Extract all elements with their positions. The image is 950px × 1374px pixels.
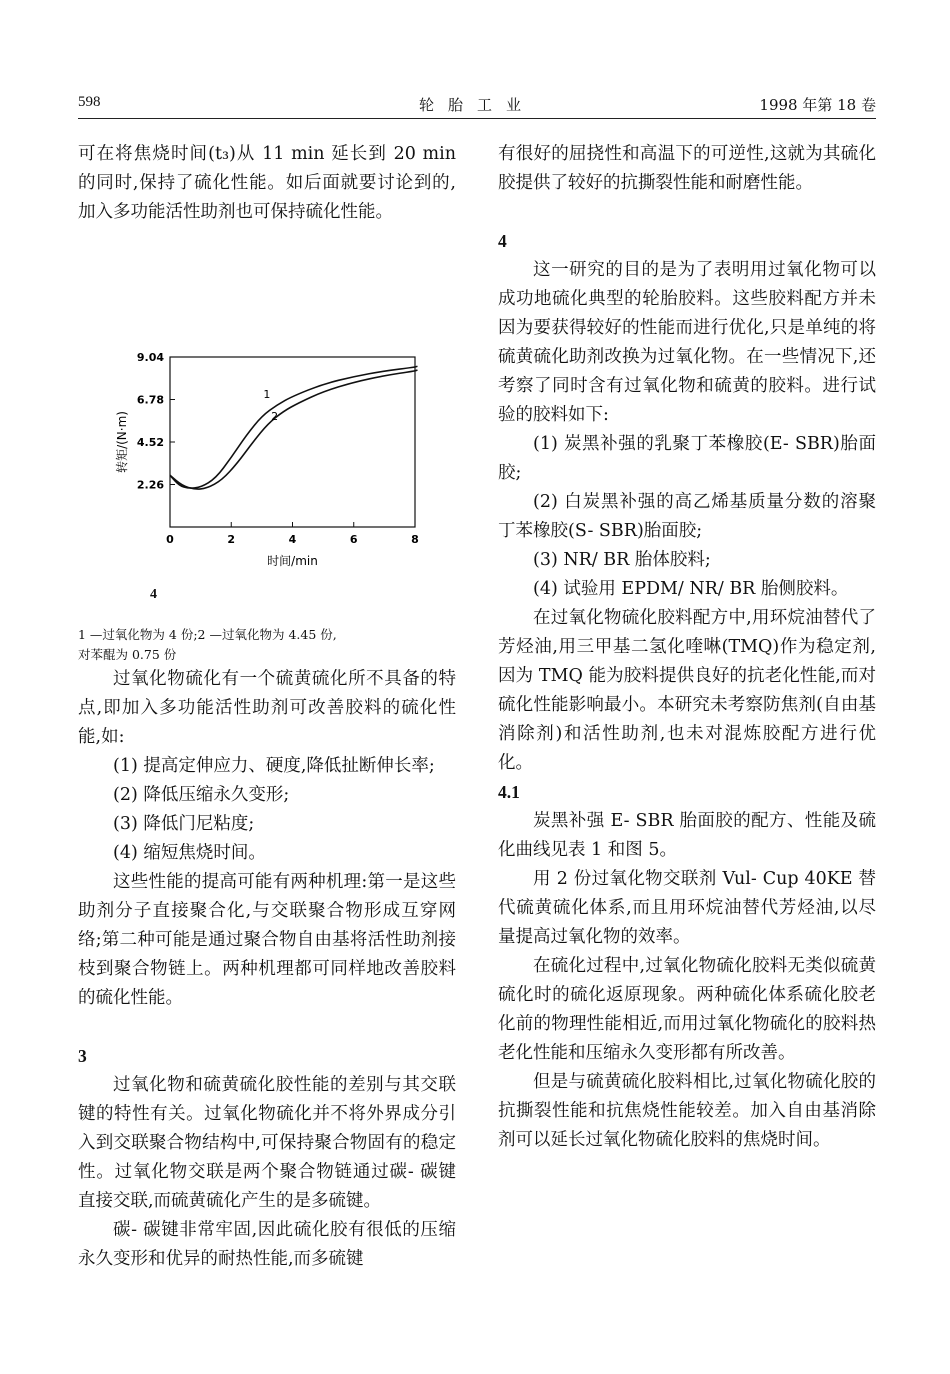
list-item: (3) NR/ BR 胎体胶料; <box>533 550 711 570</box>
header-rule <box>78 118 876 119</box>
figure-cure-curve <box>78 227 456 573</box>
y-tick-label: 4.52 <box>136 436 164 449</box>
x-tick-label: 4 <box>288 533 297 546</box>
x-tick-label: 2 <box>227 533 236 546</box>
y-tick-label: 6.78 <box>136 393 164 407</box>
paragraph: 在过氧化物硫化胶料配方中,用环烷油替代了芳烃油,用三甲基二氢化喹啉(TMQ)作为稳定剂,因为 TMQ 能为胶料提供良好的抗老化性能,而对硫化性能影响最小。本研究未考察防焦剂(自由基消除剂)和活性助剂,也未对混炼胶配方进行优化。 <box>498 608 876 773</box>
paragraph: 这些性能的提高可能有两种机理:第一是这些助剂分子直接聚合化,与交联聚合物形成互穿网络;第二种可能是通过聚合物自由基将活性助剂接枝到聚合物链上。两种机理都可同样地改善胶料的硫化性能。 <box>78 872 456 1008</box>
paragraph: 用 2 份过氧化物交联剂 Vul- Cup 40KE 替代硫黄硫化体系,而且用环烷油替代芳烃油,以尽量提高过氧化物的效率。 <box>498 869 876 947</box>
series-1-line <box>170 366 417 488</box>
running-header <box>78 94 876 116</box>
y-tick-label: 2.26 <box>136 478 164 492</box>
paragraph: 炭黑补强 E- SBR 胎面胶的配方、性能及硫化曲线见表 1 和图 5。 <box>498 811 876 860</box>
paragraph: 有很好的屈挠性和高温下的可逆性,这就为其硫化胶提供了较好的抗撕裂性能和耐磨性能。 <box>498 144 876 193</box>
right-column <box>498 140 876 1155</box>
x-tick-label: 8 <box>411 533 419 546</box>
figure-caption-line1: 1 —过氧化物为 4 份;2 —过氧化物为 4.45 份, <box>78 627 337 642</box>
list-item: (2) 白炭黑补强的高乙烯基质量分数的溶聚丁苯橡胶(S- SBR)胎面胶; <box>498 492 876 541</box>
left-column <box>78 140 456 1274</box>
list-item: (1) 炭黑补强的乳聚丁苯橡胶(E- SBR)胎面胶; <box>498 434 876 483</box>
paragraph: 碳- 碳键非常牢固,因此硫化胶有很低的压缩永久变形和优异的耐热性能,而多硫键 <box>78 1220 456 1269</box>
section-heading: 4 <box>498 231 507 251</box>
paragraph: 在硫化过程中,过氧化物硫化胶料无类似硫黄硫化时的硫化返原现象。两种硫化体系硫化胶老化前的物理性能相近,而用过氧化物硫化的胶料热老化性能和压缩永久变形都有所改善。 <box>498 956 876 1063</box>
plot-frame <box>170 357 415 527</box>
section-heading: 3 <box>78 1046 87 1066</box>
x-tick-label: 0 <box>166 533 174 546</box>
x-tick-label: 6 <box>349 533 358 546</box>
x-axis-label: 时间/min <box>267 554 318 568</box>
paragraph: 过氧化物和硫黄硫化胶性能的差别与其交联键的特性有关。过氧化物硫化并不将外界成分引入到交联聚合物结构中,可保持聚合物固有的稳定性。过氧化物交联是两个聚合物链通过碳- 碳键直接交联,而硫黄硫化产生的是多硫键。 <box>78 1075 456 1211</box>
list-item: (1) 提高定伸应力、硬度,降低扯断伸长率; <box>113 756 435 776</box>
paragraph: 可在将焦烧时间(t₃)从 11 min 延长到 20 min 的同时,保持了硫化性能。如后面就要讨论到的,加入多功能活性助剂也可保持硫化性能。 <box>78 144 456 222</box>
list-item: (3) 降低门尼粘度; <box>113 814 255 834</box>
subsection-heading: 4.1 <box>498 782 520 802</box>
figure-caption-line2: 对苯醌为 0.75 份 <box>78 647 177 662</box>
cure-curve-chart <box>78 227 456 573</box>
figure-number: 4 <box>150 587 157 602</box>
list-item: (4) 试验用 EPDM/ NR/ BR 胎侧胶料。 <box>533 579 849 599</box>
y-axis-label: 转矩/(N·m) <box>115 411 129 473</box>
paragraph: 这一研究的目的是为了表明用过氧化物可以成功地硫化典型的轮胎胶料。这些胶料配方并未因为要获得较好的性能而进行优化,只是单纯的将硫黄硫化助剂改换为过氧化物。在一些情况下,还考察了同时含有过氧化物和硫黄的胶料。进行试验的胶料如下: <box>498 260 876 425</box>
list-item: (4) 缩短焦烧时间。 <box>113 843 266 863</box>
series-2-annotation: 2 <box>271 409 279 423</box>
series-2-line <box>170 370 417 489</box>
paragraph: 过氧化物硫化有一个硫黄硫化所不具备的特点,即加入多功能活性助剂可改善胶料的硫化性能,如: <box>78 669 456 747</box>
list-item: (2) 降低压缩永久变形; <box>113 785 290 805</box>
volume-info: 1998 年第 18 卷 <box>759 96 876 114</box>
paragraph: 但是与硫黄硫化胶料相比,过氧化物硫化胶的抗撕裂性能和抗焦烧性能较差。加入自由基消除剂可以延长过氧化物硫化胶料的焦烧时间。 <box>498 1072 876 1150</box>
journal-title: 轮胎工业 <box>418 96 535 114</box>
y-tick-label: 9.04 <box>136 351 164 364</box>
page-number: 598 <box>78 94 101 110</box>
series-1-annotation: 1 <box>263 388 271 402</box>
